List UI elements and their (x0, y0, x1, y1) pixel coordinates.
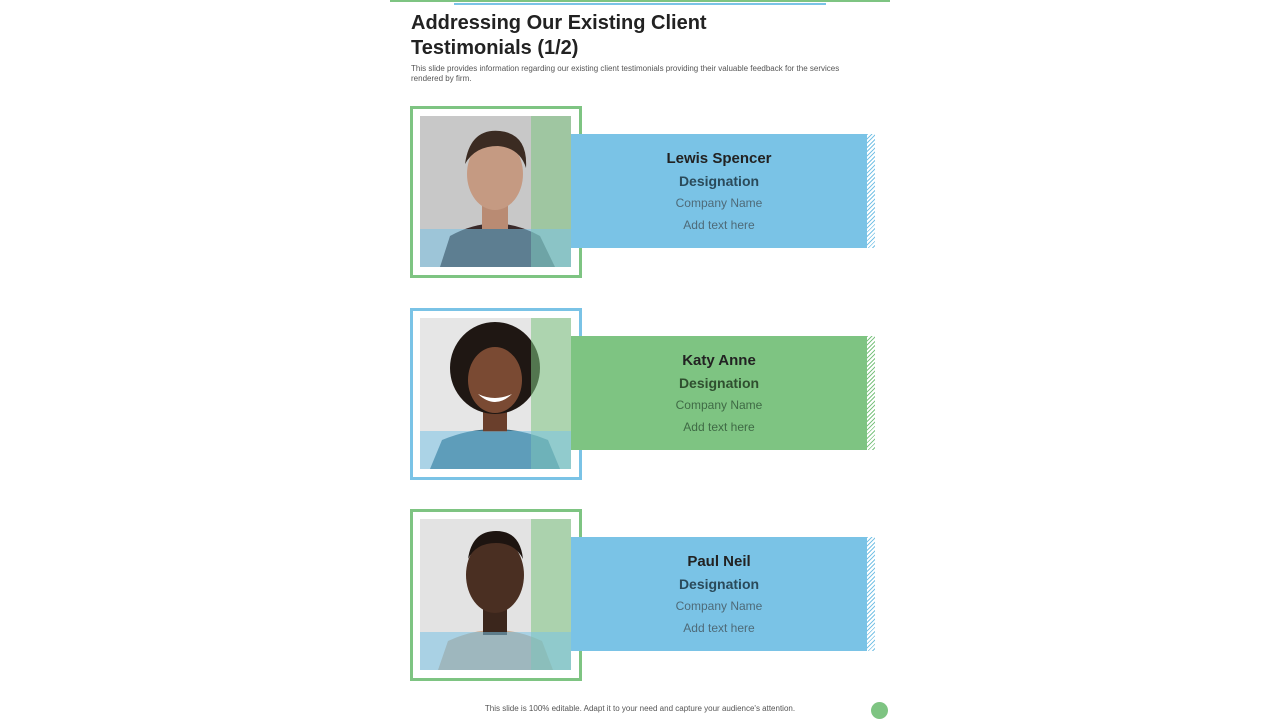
testimonial-card (410, 308, 880, 480)
client-company: Company Name (675, 599, 763, 613)
testimonial-card (410, 509, 880, 681)
client-name: Katy Anne (682, 352, 756, 369)
client-text: Add text here (683, 621, 755, 635)
client-name: Lewis Spencer (666, 150, 772, 167)
slide-subtitle: This slide provides information regarding our existing client testimonials providing their valuable feedback for the services rendered by firm. (411, 64, 840, 83)
panel-stripe (867, 537, 875, 651)
client-company: Company Name (675, 398, 763, 412)
green-dot-decoration (871, 702, 888, 719)
client-name: Paul Neil (687, 553, 751, 570)
footer-note: This slide is 100% editable. Adapt it to your need and capture your audience's attention. (484, 704, 796, 713)
client-company: Company Name (675, 196, 763, 210)
client-text: Add text here (683, 218, 755, 232)
slide-title: Addressing Our Existing Client Testimonials (1/2) (411, 12, 707, 59)
top-accent-line-blue (454, 3, 826, 5)
panel-stripe (867, 134, 875, 248)
client-photo-katy-anne (420, 318, 571, 469)
top-accent-line-green (390, 0, 890, 2)
testimonial-panel (571, 336, 867, 450)
slide-page (390, 0, 890, 720)
testimonial-panel (571, 537, 867, 651)
client-photo-paul-neil (420, 519, 571, 670)
testimonial-card (410, 106, 880, 278)
client-photo-lewis-spencer (420, 116, 571, 267)
client-designation: Designation (678, 375, 760, 391)
client-text: Add text here (683, 420, 755, 434)
panel-stripe (867, 336, 875, 450)
client-designation: Designation (678, 576, 760, 592)
testimonial-panel (571, 134, 867, 248)
client-designation: Designation (678, 173, 760, 189)
